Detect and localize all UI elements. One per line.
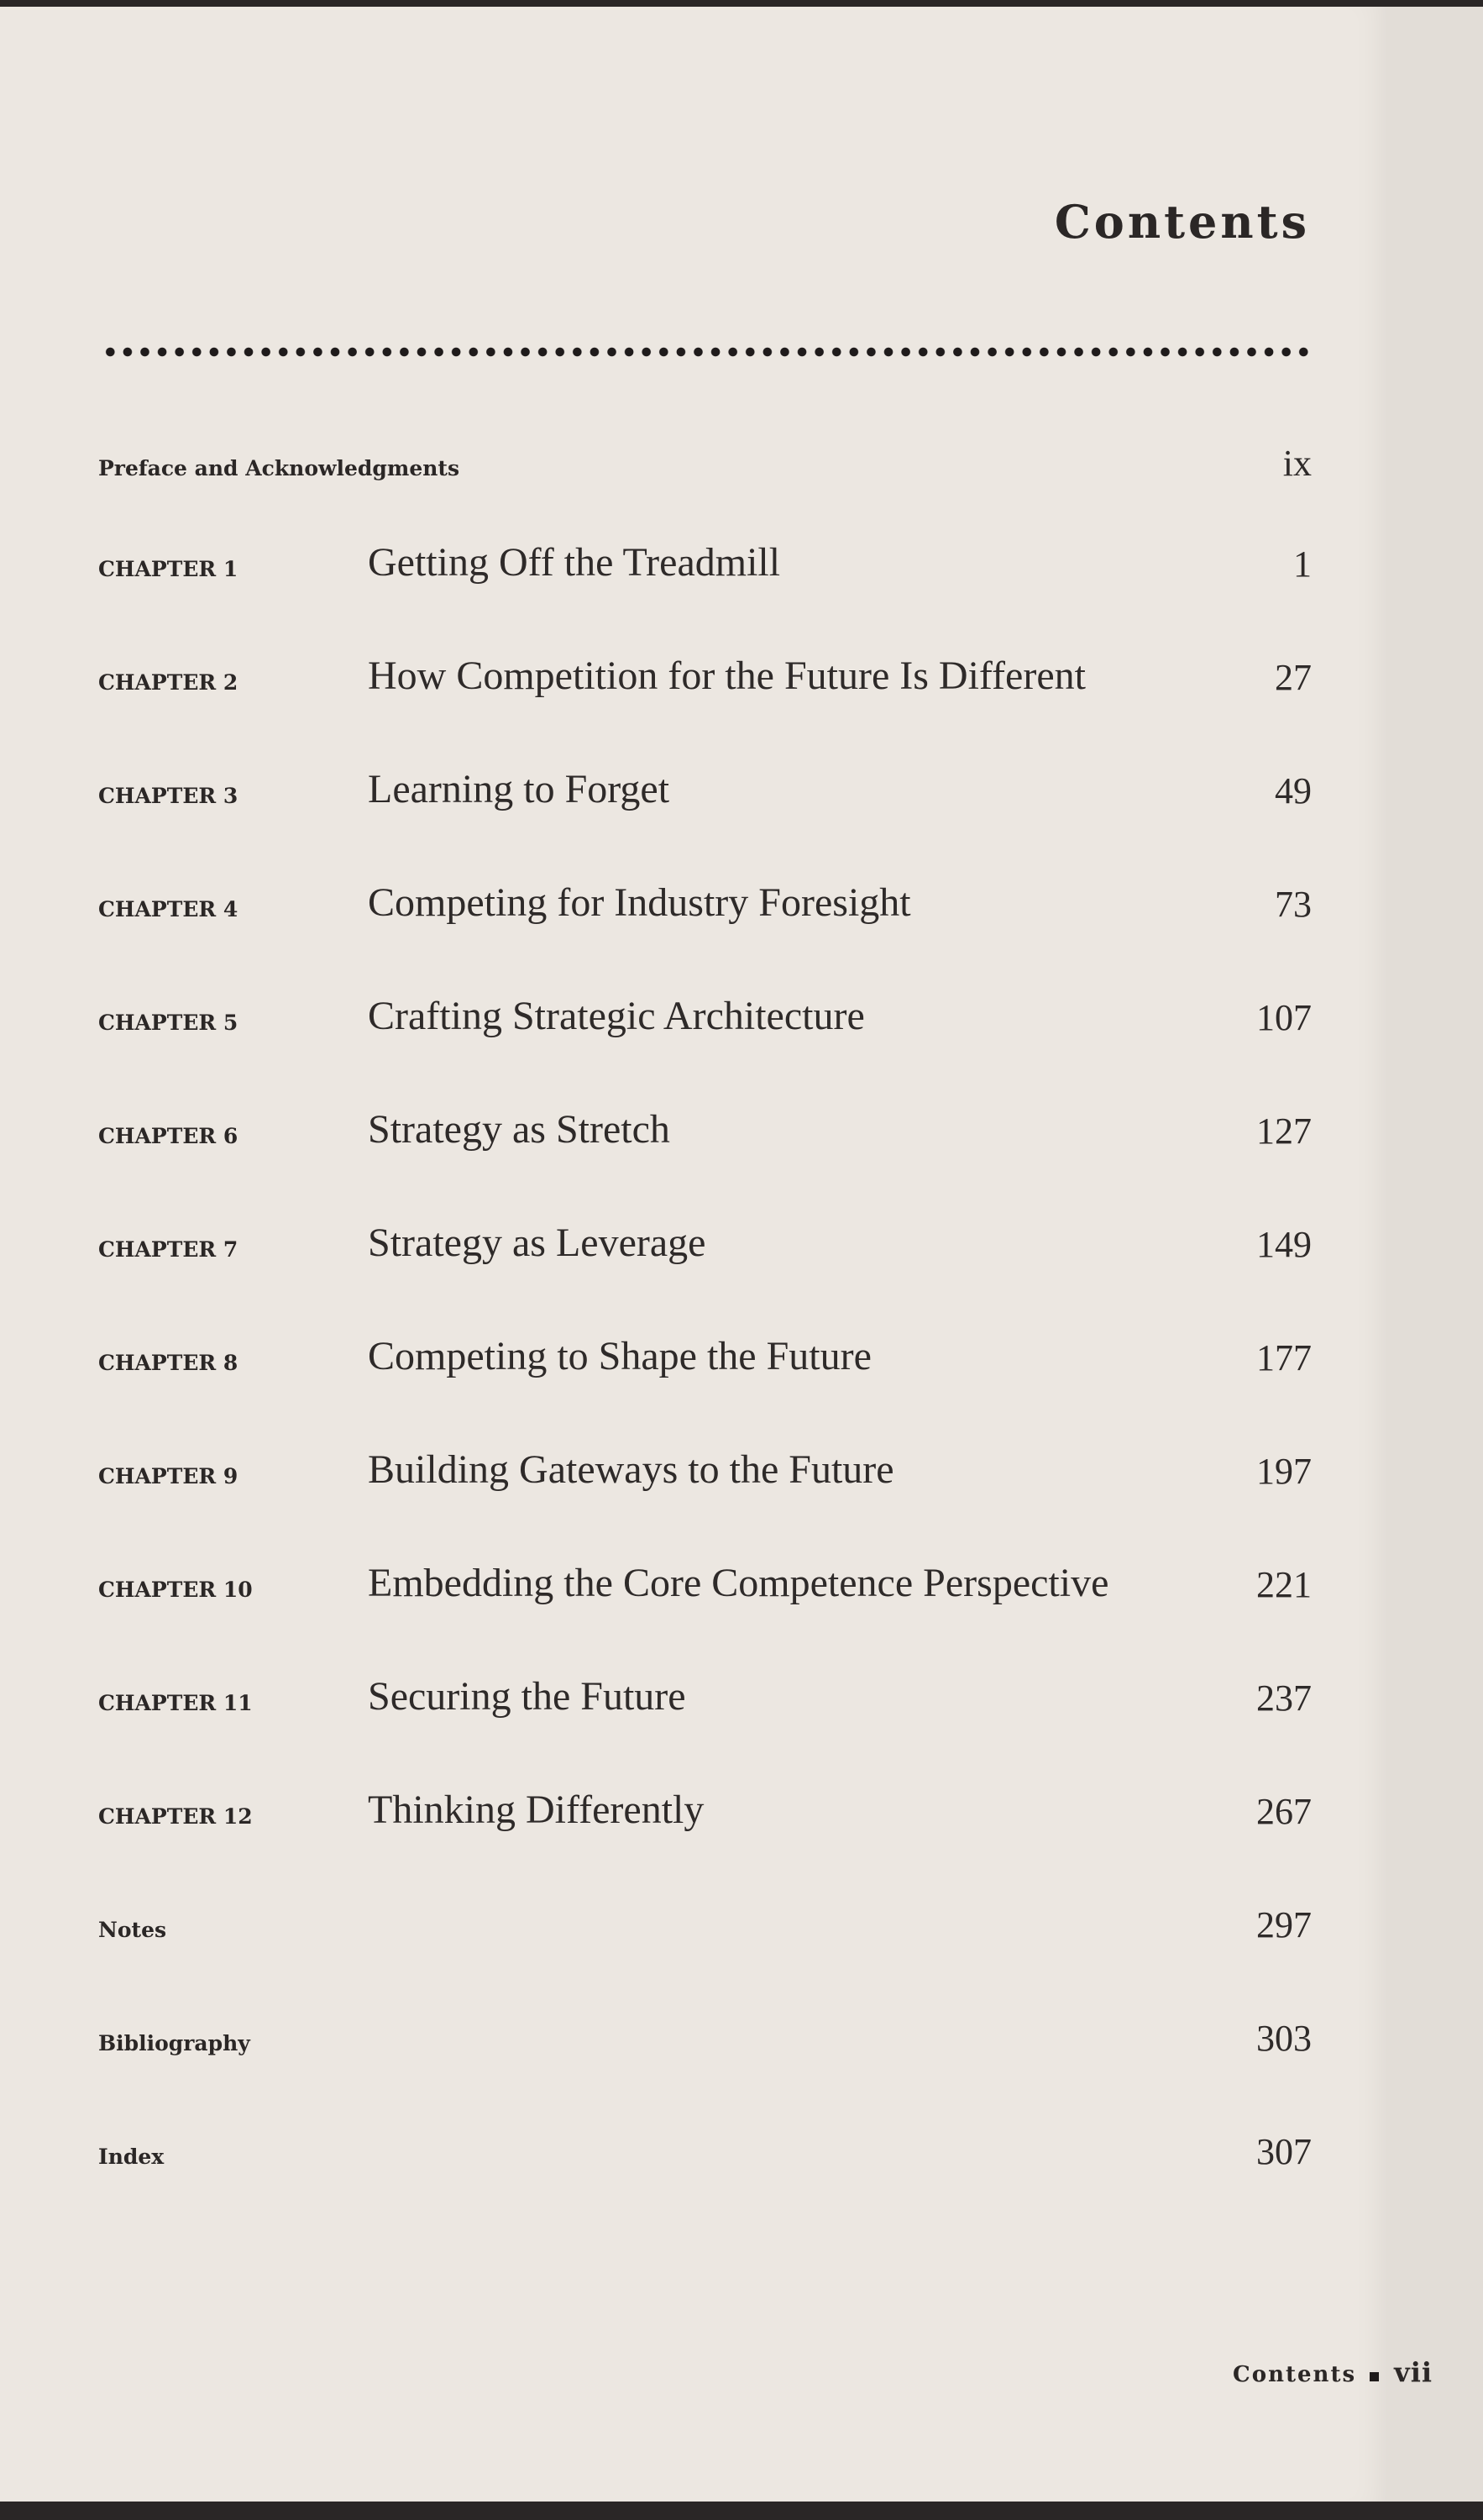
entry-title: Building Gateways to the Future (368, 1447, 894, 1492)
entry-title: Competing to Shape the Future (368, 1334, 872, 1378)
entry-label: CHAPTER 4 (98, 897, 238, 921)
toc-entry-notes (0, 1873, 1386, 1945)
toc-entry-chapter-12 (0, 1760, 1386, 1832)
entry-title: Embedding the Core Competence Perspective (368, 1561, 1109, 1605)
square-bullet-icon (1370, 2372, 1379, 2381)
entry-page-number: 27 (1275, 657, 1312, 698)
entry-title: Securing the Future (368, 1674, 686, 1719)
entry-label: Preface and Acknowledgments (98, 456, 460, 480)
toc-entry-chapter-1 (0, 512, 1386, 585)
entry-label: CHAPTER 8 (98, 1351, 238, 1375)
entry-label: Notes (98, 1918, 167, 1942)
entry-page-number: 307 (1256, 2131, 1312, 2172)
entry-page-number: 127 (1256, 1110, 1312, 1152)
entry-title: Thinking Differently (368, 1788, 705, 1832)
entry-title: Getting Off the Treadmill (368, 540, 781, 585)
entry-page-number: 303 (1256, 2018, 1312, 2059)
toc-entry-chapter-11 (0, 1646, 1386, 1719)
page-title: Contents (1054, 195, 1310, 249)
entry-label: CHAPTER 10 (98, 1578, 253, 1602)
footer-page-number: vii (1394, 2356, 1433, 2388)
entry-page-number: 177 (1256, 1337, 1312, 1378)
entry-label: CHAPTER 6 (98, 1124, 238, 1148)
entry-page-number: 221 (1256, 1564, 1312, 1605)
entry-label: CHAPTER 9 (98, 1464, 238, 1488)
entry-title: Crafting Strategic Architecture (368, 994, 865, 1038)
scan-margin (1386, 7, 1483, 2502)
footer-label: Contents (1233, 2362, 1357, 2387)
entry-title: Strategy as Leverage (368, 1221, 706, 1265)
entry-page-number: 237 (1256, 1677, 1312, 1719)
toc-entry-chapter-9 (0, 1420, 1386, 1492)
entry-page-number: 107 (1256, 997, 1312, 1038)
toc-entry-index (0, 2100, 1386, 2172)
entry-page-number: 197 (1256, 1451, 1312, 1492)
entry-label: CHAPTER 12 (98, 1804, 253, 1829)
running-footer (1233, 2356, 1433, 2388)
entry-label: CHAPTER 2 (98, 670, 238, 695)
entry-label: CHAPTER 7 (98, 1237, 238, 1262)
entry-label: Index (98, 2145, 165, 2169)
entry-label: CHAPTER 11 (98, 1691, 253, 1715)
entry-page-number: 267 (1256, 1791, 1312, 1832)
entry-label: Bibliography (98, 2031, 250, 2055)
toc-entry-chapter-2 (0, 626, 1386, 698)
entry-page-number: 49 (1275, 770, 1312, 811)
entry-page-number: ix (1282, 443, 1312, 484)
entry-page-number: 73 (1275, 884, 1312, 925)
entry-label: CHAPTER 1 (98, 557, 238, 581)
entry-page-number: 297 (1256, 1904, 1312, 1945)
toc-entry-chapter-4 (0, 853, 1386, 925)
entry-label: CHAPTER 3 (98, 784, 238, 808)
toc-entry-chapter-5 (0, 966, 1386, 1038)
entry-title: Learning to Forget (368, 767, 670, 811)
toc-entry-preface (0, 412, 1386, 484)
entry-title: Competing for Industry Foresight (368, 880, 911, 925)
entry-title: Strategy as Stretch (368, 1107, 670, 1152)
toc-entry-chapter-6 (0, 1079, 1386, 1152)
toc-entry-bibliography (0, 1987, 1386, 2059)
toc-entry-chapter-3 (0, 739, 1386, 811)
toc-entry-chapter-10 (0, 1533, 1386, 1605)
entry-title: How Competition for the Future Is Different (368, 654, 1086, 698)
toc-entry-chapter-7 (0, 1193, 1386, 1265)
entry-page-number: 1 (1293, 543, 1312, 585)
entry-label: CHAPTER 5 (98, 1011, 238, 1035)
toc-entry-chapter-8 (0, 1306, 1386, 1378)
entry-page-number: 149 (1256, 1224, 1312, 1265)
